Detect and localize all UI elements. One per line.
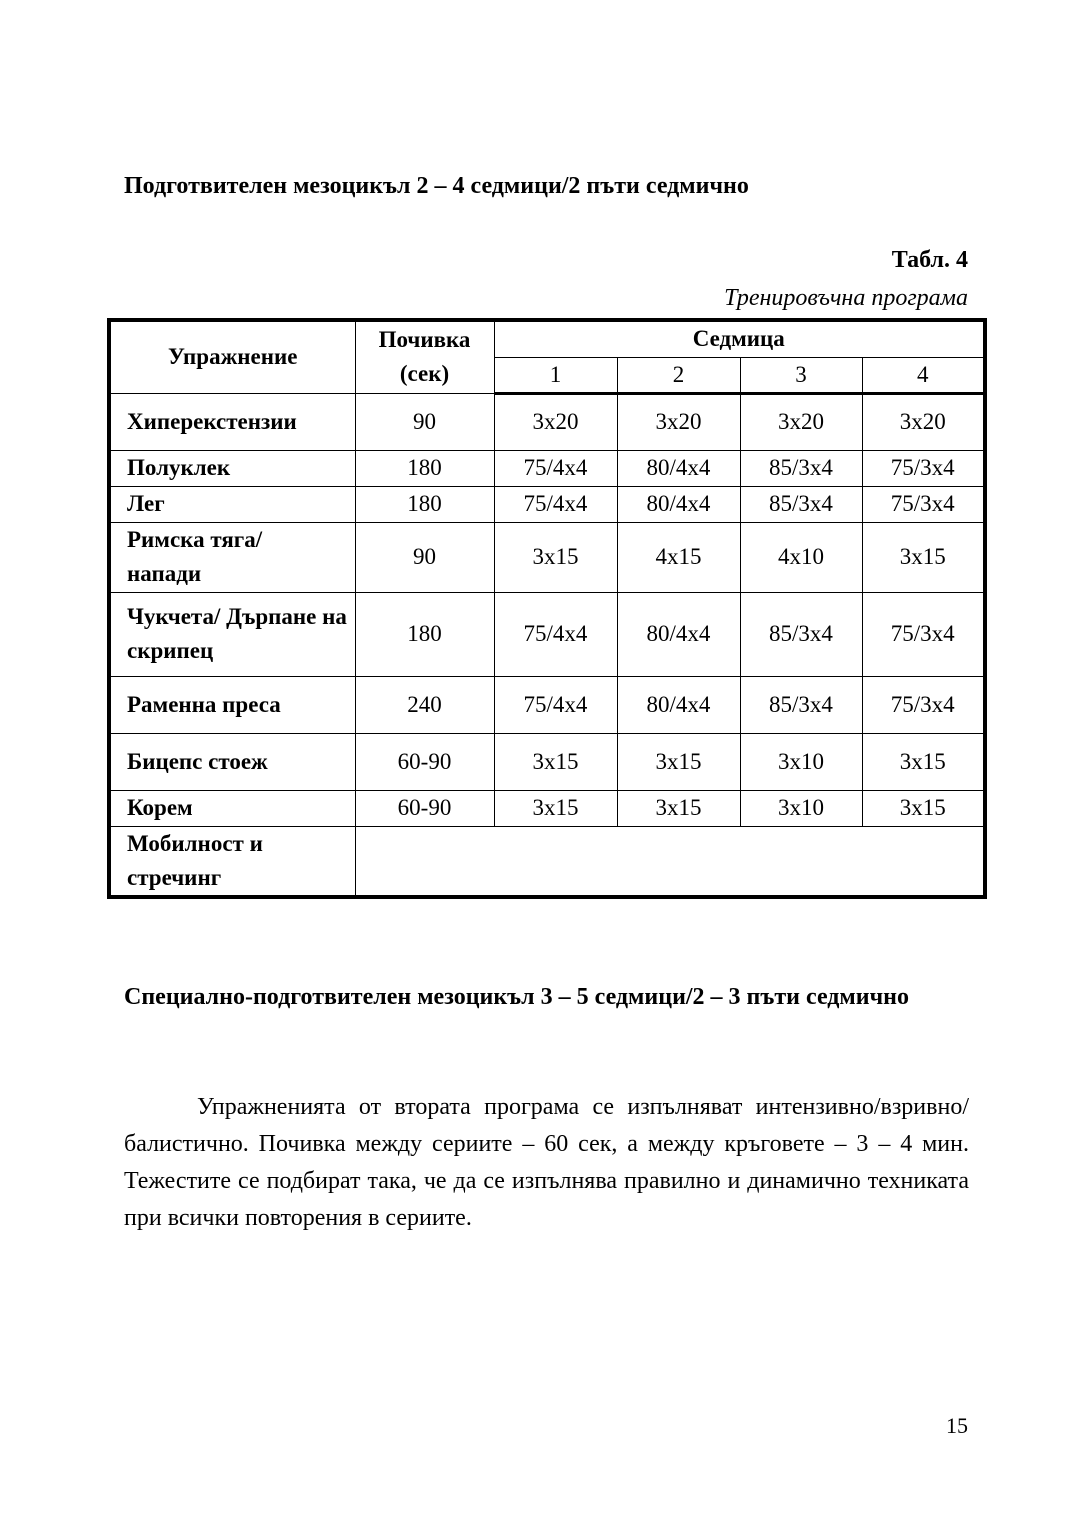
week-3-cell: 3x20 xyxy=(740,393,862,450)
week-4-cell: 3x20 xyxy=(862,393,985,450)
week-4-cell: 3x15 xyxy=(862,522,985,592)
table-header-row xyxy=(109,320,985,357)
section-heading-special-preparatory: Специално-подготвителен мезоцикъл 3 – 5 седмици/2 – 3 пъти седмично xyxy=(124,984,909,1010)
week-3-cell: 3x10 xyxy=(740,790,862,826)
week-1-cell: 75/4x4 xyxy=(494,592,617,676)
week-4-cell: 3x15 xyxy=(862,790,985,826)
table-row xyxy=(109,393,985,450)
week-3-cell: 85/3x4 xyxy=(740,486,862,522)
week-2-cell: 80/4x4 xyxy=(617,592,740,676)
exercise-cell: Хиперекстензии xyxy=(109,393,355,450)
exercise-cell: Полуклек xyxy=(109,450,355,486)
header-rest-line2: (сек) xyxy=(399,361,450,387)
week-2-cell: 3x20 xyxy=(617,393,740,450)
table-row xyxy=(109,592,985,676)
table-row xyxy=(109,522,985,592)
header-exercise: Упражнение xyxy=(109,320,355,393)
week-3-cell: 3x10 xyxy=(740,733,862,790)
week-2-cell: 3x15 xyxy=(617,733,740,790)
week-3-cell: 85/3x4 xyxy=(740,450,862,486)
empty-merged-cell xyxy=(355,826,985,897)
rest-cell: 180 xyxy=(355,592,494,676)
week-4-cell: 75/3x4 xyxy=(862,676,985,733)
body-paragraph: Упражненията от втората програма се изпълняват интензивно/взривно/балистично. Почивка между сериите – 60 сек, а между кръговете – 3 – 4 мин. Тежестите се подбират така, че да се изпълнява правилно и динамично техниката при всички повторения в сериите. xyxy=(124,1094,969,1231)
week-1-cell: 3x20 xyxy=(494,393,617,450)
exercise-cell: Бицепс стоеж xyxy=(109,733,355,790)
table-row xyxy=(109,450,985,486)
week-1-cell: 3x15 xyxy=(494,733,617,790)
exercise-cell: Корем xyxy=(109,790,355,826)
rest-cell: 90 xyxy=(355,522,494,592)
header-week: Седмица xyxy=(494,320,985,357)
week-2-cell: 3x15 xyxy=(617,790,740,826)
week-2-cell: 80/4x4 xyxy=(617,486,740,522)
week-1-cell: 3x15 xyxy=(494,522,617,592)
rest-cell: 180 xyxy=(355,450,494,486)
page-number: 15 xyxy=(946,1413,968,1438)
week-2-cell: 4x15 xyxy=(617,522,740,592)
table-caption: Тренировъчна програма xyxy=(724,285,968,311)
header-week-1: 1 xyxy=(494,357,617,393)
rest-cell: 60-90 xyxy=(355,733,494,790)
rest-cell: 240 xyxy=(355,676,494,733)
week-1-cell: 3x15 xyxy=(494,790,617,826)
table-row xyxy=(109,486,985,522)
header-week-3: 3 xyxy=(740,357,862,393)
week-2-cell: 80/4x4 xyxy=(617,450,740,486)
table-row xyxy=(109,826,985,897)
exercise-cell: Раменна преса xyxy=(109,676,355,733)
exercise-cell: Римска тяга/напади xyxy=(109,522,355,592)
week-2-cell: 80/4x4 xyxy=(617,676,740,733)
week-3-cell: 85/3x4 xyxy=(740,592,862,676)
rest-cell: 180 xyxy=(355,486,494,522)
week-4-cell: 75/3x4 xyxy=(862,486,985,522)
exercise-cell: Лег xyxy=(109,486,355,522)
rest-cell: 60-90 xyxy=(355,790,494,826)
training-program-table xyxy=(107,318,987,899)
header-rest xyxy=(355,320,494,393)
table-row xyxy=(109,676,985,733)
week-3-cell: 4x10 xyxy=(740,522,862,592)
week-1-cell: 75/4x4 xyxy=(494,450,617,486)
week-4-cell: 3x15 xyxy=(862,733,985,790)
header-week-4: 4 xyxy=(862,357,985,393)
section-heading-preparatory: Подготвителен мезоцикъл 2 – 4 седмици/2 пъти седмично xyxy=(124,173,749,199)
week-4-cell: 75/3x4 xyxy=(862,592,985,676)
header-rest-line1: Почивка xyxy=(378,327,471,353)
table-number: Табл. 4 xyxy=(891,247,968,273)
exercise-cell: Мобилност и стречинг xyxy=(109,826,355,897)
table-row xyxy=(109,790,985,826)
week-4-cell: 75/3x4 xyxy=(862,450,985,486)
table-row xyxy=(109,733,985,790)
week-1-cell: 75/4x4 xyxy=(494,676,617,733)
header-week-2: 2 xyxy=(617,357,740,393)
week-3-cell: 85/3x4 xyxy=(740,676,862,733)
exercise-cell: Чукчета/ Дърпане на скрипец xyxy=(109,592,355,676)
rest-cell: 90 xyxy=(355,393,494,450)
week-1-cell: 75/4x4 xyxy=(494,486,617,522)
